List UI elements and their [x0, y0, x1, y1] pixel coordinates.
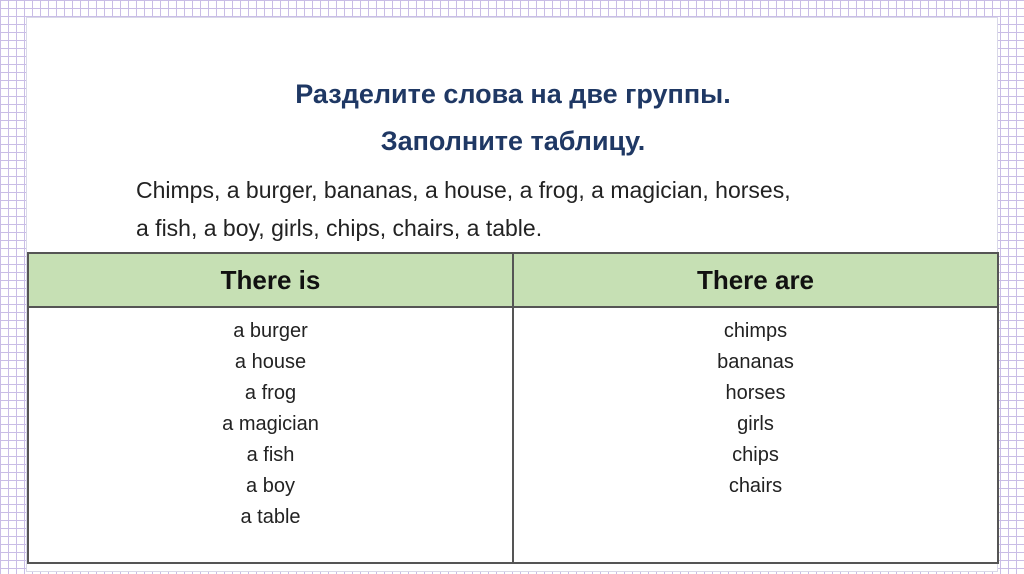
table-header-row — [28, 253, 998, 307]
list-item: a fish — [246, 444, 295, 466]
list-item: horses — [725, 382, 786, 404]
table-row — [28, 307, 998, 563]
word-list-line: a fish, a boy, girls, chips, chairs, a table. — [136, 215, 543, 241]
list-item: a burger — [233, 320, 308, 342]
list-item: a boy — [246, 475, 295, 497]
sorting-table — [27, 252, 999, 564]
column-there-is — [28, 307, 513, 563]
list-item: a table — [240, 506, 301, 528]
slide — [26, 17, 998, 572]
word-list-line: Chimps, a burger, bananas, a house, a frog, a magician, horses, — [136, 177, 791, 203]
header-there-are: There are — [513, 253, 998, 307]
column-there-are — [513, 307, 998, 563]
slide-subtitle: Заполните таблицу. — [380, 126, 646, 156]
header-there-is: There is — [28, 253, 513, 307]
word-list — [136, 171, 956, 247]
list-item: a magician — [222, 413, 319, 435]
list-item: bananas — [717, 351, 794, 373]
list-item: a frog — [244, 382, 297, 404]
list-item: chairs — [728, 475, 783, 497]
list-item: girls — [737, 413, 774, 435]
list-item: a house — [234, 351, 307, 373]
list-item: chimps — [723, 320, 788, 342]
slide-title: Разделите слова на две группы. — [295, 79, 731, 109]
list-item: chips — [732, 444, 779, 466]
